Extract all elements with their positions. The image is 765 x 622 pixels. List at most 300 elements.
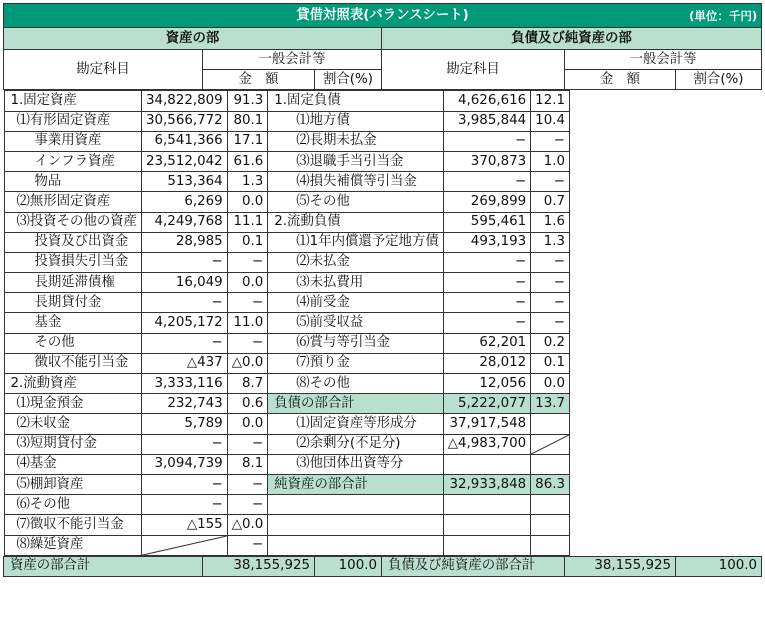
liability-label-text: ⑸その他 bbox=[296, 193, 350, 209]
asset-label bbox=[4, 434, 142, 454]
liability-amount bbox=[443, 192, 530, 212]
table-body bbox=[4, 91, 570, 555]
asset-ratio bbox=[227, 273, 268, 293]
liability-ratio bbox=[531, 333, 570, 353]
asset-amount-text: 513,364 bbox=[167, 173, 223, 189]
liability-amount bbox=[443, 495, 530, 515]
asset-label-text: ⑶投資その他の資産 bbox=[16, 214, 138, 230]
liability-amount-text: − bbox=[514, 173, 527, 189]
asset-ratio-text: − bbox=[252, 294, 264, 310]
asset-label-text: インフラ資産 bbox=[34, 153, 115, 169]
asset-amount bbox=[142, 91, 228, 111]
liability-label bbox=[268, 131, 443, 151]
liability-label bbox=[268, 232, 443, 252]
liability-ratio-text: 86.3 bbox=[535, 476, 565, 492]
liability-amount bbox=[443, 293, 530, 313]
asset-ratio-text: − bbox=[252, 436, 264, 452]
liability-amount-text: 370,873 bbox=[470, 153, 527, 169]
asset-amount bbox=[142, 353, 228, 373]
asset-amount bbox=[142, 232, 228, 252]
asset-amount-text: − bbox=[211, 476, 223, 492]
asset-amount-text: − bbox=[211, 294, 223, 310]
table-row bbox=[4, 212, 570, 232]
title-cell bbox=[4, 4, 762, 28]
asset-ratio bbox=[227, 495, 268, 515]
title-row bbox=[4, 4, 762, 28]
liability-amount bbox=[443, 474, 530, 494]
asset-ratio bbox=[227, 252, 268, 272]
liability-ratio bbox=[531, 394, 570, 414]
asset-amount bbox=[142, 252, 228, 272]
asset-ratio bbox=[227, 414, 268, 434]
liability-label-text: ⑴1年内償還予定地方債 bbox=[296, 234, 439, 250]
asset-label bbox=[4, 313, 142, 333]
liability-label bbox=[268, 91, 443, 111]
asset-label-text: ⑺徴収不能引当金 bbox=[16, 516, 124, 532]
liability-ratio-text: 1.0 bbox=[543, 153, 565, 169]
asset-amount bbox=[142, 495, 228, 515]
liability-amount-text: 5,222,077 bbox=[458, 395, 527, 411]
liability-amount-text: − bbox=[514, 294, 527, 310]
liability-ratio bbox=[531, 91, 570, 111]
asset-amount-text: − bbox=[211, 254, 223, 270]
asset-ratio-text: 61.6 bbox=[233, 153, 264, 169]
asset-ratio bbox=[227, 515, 268, 535]
balance-sheet bbox=[3, 3, 761, 577]
asset-label-text: ⑸棚卸資産 bbox=[16, 476, 84, 492]
asset-ratio bbox=[227, 232, 268, 252]
asset-ratio-text: − bbox=[252, 496, 264, 512]
liability-amount bbox=[443, 515, 530, 535]
table-row bbox=[4, 353, 570, 373]
liability-amount bbox=[443, 454, 530, 474]
liability-label-text: ⑶退職手当引当金 bbox=[296, 153, 404, 169]
asset-label-text: 長期貸付金 bbox=[34, 294, 102, 310]
liability-amount bbox=[443, 434, 530, 454]
liability-ratio-text: − bbox=[553, 254, 565, 270]
liability-amount-text: − bbox=[514, 315, 527, 331]
asset-label bbox=[4, 273, 142, 293]
asset-amount-text: 4,205,172 bbox=[154, 315, 223, 331]
asset-ratio-text: 0.0 bbox=[241, 274, 264, 290]
asset-ratio-text: 0.0 bbox=[241, 193, 264, 209]
liability-amount-text: − bbox=[514, 274, 527, 290]
asset-label-text: ⑵無形固定資産 bbox=[16, 193, 111, 209]
asset-label-text: ⑵未収金 bbox=[16, 415, 71, 431]
asset-amount-text: 232,743 bbox=[167, 395, 223, 411]
liability-label bbox=[268, 313, 443, 333]
liability-label bbox=[268, 293, 443, 313]
assets-total-ratio: 100.0 bbox=[315, 556, 382, 576]
liability-ratio bbox=[531, 293, 570, 313]
asset-label bbox=[4, 333, 142, 353]
asset-ratio-text: 0.6 bbox=[241, 395, 264, 411]
asset-label bbox=[4, 495, 142, 515]
asset-ratio-text: △0.0 bbox=[231, 355, 264, 371]
asset-amount-text: 30,566,772 bbox=[146, 113, 223, 129]
asset-ratio-text: − bbox=[252, 537, 264, 553]
table-row bbox=[4, 535, 570, 555]
liability-amount-text: 32,933,848 bbox=[449, 476, 527, 492]
liability-label bbox=[268, 495, 443, 515]
asset-ratio-text: 11.1 bbox=[233, 214, 264, 230]
asset-amount-text: 3,333,116 bbox=[154, 375, 223, 391]
asset-ratio bbox=[227, 151, 268, 171]
asset-amount-text: − bbox=[211, 436, 223, 452]
asset-ratio bbox=[227, 91, 268, 111]
asset-label bbox=[4, 91, 142, 111]
table-row bbox=[4, 192, 570, 212]
liabilities-total-ratio: 100.0 bbox=[676, 556, 762, 576]
liability-amount-text: 493,193 bbox=[470, 234, 527, 250]
liability-amount bbox=[443, 212, 530, 232]
liability-ratio-text: 10.4 bbox=[535, 113, 565, 129]
liability-label bbox=[268, 252, 443, 272]
liability-label bbox=[268, 212, 443, 232]
liability-ratio bbox=[531, 131, 570, 151]
asset-label bbox=[4, 232, 142, 252]
liability-ratio-text: 0.1 bbox=[543, 355, 565, 371]
liability-label-text: ⑺預り金 bbox=[296, 355, 350, 371]
asset-label bbox=[4, 353, 142, 373]
diagonal-line bbox=[531, 435, 569, 454]
liability-label bbox=[268, 434, 443, 454]
asset-label bbox=[4, 515, 142, 535]
liability-ratio bbox=[531, 172, 570, 192]
liability-ratio bbox=[531, 434, 570, 454]
asset-label bbox=[4, 192, 142, 212]
asset-ratio bbox=[227, 192, 268, 212]
asset-label-text: 徴収不能引当金 bbox=[34, 355, 129, 371]
liability-amount bbox=[443, 91, 530, 111]
asset-ratio-text: 0.1 bbox=[241, 234, 264, 250]
liability-amount bbox=[443, 353, 530, 373]
asset-amount-text: 5,789 bbox=[184, 415, 223, 431]
asset-amount bbox=[142, 434, 228, 454]
asset-label bbox=[4, 252, 142, 272]
column-header-row-1 bbox=[4, 50, 762, 70]
asset-label bbox=[4, 212, 142, 232]
liabilities-total-label: 負債及び純資産の部合計 bbox=[382, 556, 565, 576]
asset-label bbox=[4, 414, 142, 434]
table-row bbox=[4, 333, 570, 353]
balance-sheet-table bbox=[3, 3, 762, 577]
asset-label-text: 長期延滞債権 bbox=[34, 274, 115, 290]
asset-label-text: その他 bbox=[34, 335, 75, 351]
unit-label: (単位：千円) bbox=[689, 8, 758, 23]
liability-label bbox=[268, 374, 443, 394]
table-row bbox=[4, 111, 570, 131]
liability-amount-text: 37,917,548 bbox=[449, 415, 527, 431]
liability-ratio bbox=[531, 374, 570, 394]
liability-amount-text: 3,985,844 bbox=[458, 113, 527, 129]
table-row bbox=[4, 434, 570, 454]
asset-label bbox=[4, 293, 142, 313]
liability-label bbox=[268, 515, 443, 535]
liability-label-text: 1.固定負債 bbox=[274, 92, 341, 108]
liability-amount bbox=[443, 232, 530, 252]
asset-amount-text: − bbox=[211, 496, 223, 512]
asset-label bbox=[4, 535, 142, 555]
table-row bbox=[4, 454, 570, 474]
asset-ratio bbox=[227, 293, 268, 313]
liability-ratio-text: − bbox=[553, 294, 565, 310]
section-header-row bbox=[4, 28, 762, 50]
asset-amount-text: 23,512,042 bbox=[146, 153, 223, 169]
asset-label bbox=[4, 474, 142, 494]
liability-ratio-text: − bbox=[553, 315, 565, 331]
liability-label-text: ⑷損失補償等引当金 bbox=[296, 173, 417, 189]
asset-label-text: 基金 bbox=[34, 315, 62, 331]
asset-amount bbox=[142, 192, 228, 212]
liability-label-text: ⑶未払費用 bbox=[296, 274, 364, 290]
asset-ratio-text: 1.3 bbox=[241, 173, 264, 189]
liability-ratio bbox=[531, 454, 570, 474]
asset-ratio-text: 8.7 bbox=[241, 375, 264, 391]
liabilities-ratio-col-header: 割合(%) bbox=[676, 70, 762, 90]
liability-amount bbox=[443, 172, 530, 192]
liability-ratio bbox=[531, 515, 570, 535]
asset-ratio-text: 11.0 bbox=[233, 315, 264, 331]
asset-ratio-text: 80.1 bbox=[233, 113, 264, 129]
liability-ratio bbox=[531, 474, 570, 494]
liability-ratio-text: 1.3 bbox=[543, 234, 565, 250]
asset-label bbox=[4, 151, 142, 171]
liability-amount bbox=[443, 414, 530, 434]
liability-amount bbox=[443, 151, 530, 171]
liability-ratio bbox=[531, 252, 570, 272]
asset-ratio bbox=[227, 111, 268, 131]
liability-amount-text: 12,056 bbox=[479, 375, 527, 391]
asset-amount bbox=[142, 374, 228, 394]
table-row bbox=[4, 374, 570, 394]
liability-ratio bbox=[531, 414, 570, 434]
liability-label bbox=[268, 192, 443, 212]
liability-label-text: ⑹賞与等引当金 bbox=[296, 335, 391, 351]
asset-ratio bbox=[227, 333, 268, 353]
liability-label-text: ⑵余剰分(不足分) bbox=[296, 436, 401, 452]
assets-item-col-header: 勘定科目 bbox=[4, 50, 203, 90]
asset-ratio-text: − bbox=[252, 476, 264, 492]
liability-ratio bbox=[531, 313, 570, 333]
liability-label bbox=[268, 353, 443, 373]
asset-label-text: ⑹その他 bbox=[16, 496, 71, 512]
table-row bbox=[4, 252, 570, 272]
liability-amount-text: 28,012 bbox=[479, 355, 527, 371]
liability-amount bbox=[443, 131, 530, 151]
liability-amount-text: 62,201 bbox=[479, 335, 527, 351]
table-row bbox=[4, 131, 570, 151]
liability-amount bbox=[443, 394, 530, 414]
liability-label-text: ⑵未払金 bbox=[296, 254, 350, 270]
liability-ratio bbox=[531, 495, 570, 515]
asset-amount bbox=[142, 273, 228, 293]
asset-label-text: 投資及び出資金 bbox=[34, 234, 129, 250]
liability-ratio bbox=[531, 192, 570, 212]
asset-amount bbox=[142, 515, 228, 535]
assets-ratio-col-header: 割合(%) bbox=[315, 70, 382, 90]
table-row bbox=[4, 495, 570, 515]
asset-amount bbox=[142, 394, 228, 414]
asset-ratio-text: 0.0 bbox=[241, 415, 264, 431]
diagonal-line bbox=[142, 536, 227, 555]
liability-label-text: 2.流動負債 bbox=[274, 214, 341, 230]
asset-ratio bbox=[227, 172, 268, 192]
asset-amount-text: 34,822,809 bbox=[146, 92, 223, 108]
asset-label-text: 投資損失引当金 bbox=[34, 254, 129, 270]
liabilities-amount-col-header: 金 額 bbox=[565, 70, 676, 90]
asset-amount bbox=[142, 293, 228, 313]
liability-label-text: ⑴固定資産等形成分 bbox=[296, 415, 417, 431]
liability-label-text: ⑸前受収益 bbox=[296, 315, 364, 331]
liability-ratio-text: 12.1 bbox=[535, 92, 565, 108]
liability-ratio bbox=[531, 111, 570, 131]
liability-ratio-text: 0.2 bbox=[543, 335, 565, 351]
table-row bbox=[4, 273, 570, 293]
table-row bbox=[4, 313, 570, 333]
asset-amount-text: △437 bbox=[186, 355, 223, 371]
assets-total-label: 資産の部合計 bbox=[4, 556, 203, 576]
assets-amount-col-header: 金 額 bbox=[203, 70, 315, 90]
liability-label bbox=[268, 394, 443, 414]
asset-amount bbox=[142, 535, 228, 555]
table-row bbox=[4, 232, 570, 252]
liability-amount bbox=[443, 535, 530, 555]
asset-amount bbox=[142, 313, 228, 333]
asset-amount bbox=[142, 172, 228, 192]
asset-amount-text: 3,094,739 bbox=[154, 456, 223, 472]
asset-label bbox=[4, 131, 142, 151]
asset-amount-text: 4,249,768 bbox=[154, 214, 223, 230]
liability-label bbox=[268, 414, 443, 434]
asset-label-text: ⑶短期貸付金 bbox=[16, 436, 97, 452]
liability-amount-text: 595,461 bbox=[470, 214, 527, 230]
asset-label-text: ⑷基金 bbox=[16, 456, 57, 472]
liability-ratio bbox=[531, 232, 570, 252]
asset-label bbox=[4, 111, 142, 131]
liability-label bbox=[268, 172, 443, 192]
asset-ratio bbox=[227, 212, 268, 232]
asset-amount bbox=[142, 474, 228, 494]
liability-label bbox=[268, 333, 443, 353]
liability-label bbox=[268, 454, 443, 474]
asset-amount-text: △155 bbox=[186, 516, 223, 532]
liability-ratio bbox=[531, 535, 570, 555]
liability-ratio-text: − bbox=[553, 173, 565, 189]
asset-amount bbox=[142, 414, 228, 434]
liability-amount bbox=[443, 111, 530, 131]
liability-ratio-text: 0.0 bbox=[543, 375, 565, 391]
liability-label bbox=[268, 151, 443, 171]
asset-amount bbox=[142, 151, 228, 171]
grand-total-row bbox=[4, 556, 762, 576]
asset-amount-text: 28,985 bbox=[175, 234, 223, 250]
liability-label bbox=[268, 273, 443, 293]
liability-label bbox=[268, 535, 443, 555]
table-row bbox=[4, 414, 570, 434]
asset-label-text: 2.流動資産 bbox=[10, 375, 77, 391]
asset-amount bbox=[142, 212, 228, 232]
assets-group-col-header: 一般会計等 bbox=[203, 50, 382, 70]
asset-ratio bbox=[227, 394, 268, 414]
asset-ratio bbox=[227, 454, 268, 474]
liability-amount-text: − bbox=[514, 133, 527, 149]
asset-ratio bbox=[227, 535, 268, 555]
liability-amount-text: △4,983,700 bbox=[447, 436, 527, 452]
asset-label-text: ⑴現金預金 bbox=[16, 395, 84, 411]
asset-label bbox=[4, 454, 142, 474]
asset-ratio bbox=[227, 434, 268, 454]
liability-label-text: 純資産の部合計 bbox=[274, 476, 369, 492]
liability-label-text: 負債の部合計 bbox=[274, 395, 355, 411]
liability-label-text: ⑴地方債 bbox=[296, 113, 350, 129]
asset-ratio bbox=[227, 131, 268, 151]
liability-amount bbox=[443, 273, 530, 293]
liability-ratio-text: 1.6 bbox=[543, 214, 565, 230]
asset-amount-text: 6,269 bbox=[184, 193, 223, 209]
liabilities-group-col-header: 一般会計等 bbox=[565, 50, 762, 70]
table-row bbox=[4, 474, 570, 494]
liability-amount-text: 269,899 bbox=[470, 193, 527, 209]
liability-amount bbox=[443, 374, 530, 394]
liabilities-total-amount: 38,155,925 bbox=[565, 556, 676, 576]
liability-label-text: ⑷前受金 bbox=[296, 294, 350, 310]
liability-label bbox=[268, 474, 443, 494]
table-row bbox=[4, 172, 570, 192]
assets-header: 資産の部 bbox=[4, 28, 382, 50]
liability-ratio-text: − bbox=[553, 274, 565, 290]
liability-ratio bbox=[531, 212, 570, 232]
asset-ratio-text: 8.1 bbox=[241, 456, 264, 472]
asset-ratio bbox=[227, 474, 268, 494]
asset-label-text: ⑻繰延資産 bbox=[16, 537, 84, 553]
table-row bbox=[4, 515, 570, 535]
liability-ratio bbox=[531, 273, 570, 293]
asset-ratio-text: − bbox=[252, 254, 264, 270]
table-title: 貸借対照表(バランスシート) bbox=[296, 7, 469, 23]
asset-label-text: 事業用資産 bbox=[34, 133, 102, 149]
asset-ratio-text: − bbox=[252, 335, 264, 351]
liability-label-text: ⑻その他 bbox=[296, 375, 350, 391]
liability-ratio-text: 0.7 bbox=[543, 193, 565, 209]
asset-ratio bbox=[227, 374, 268, 394]
asset-amount-text: 6,541,366 bbox=[154, 133, 223, 149]
table-row bbox=[4, 293, 570, 313]
liability-amount bbox=[443, 313, 530, 333]
liabilities-item-col-header: 勘定科目 bbox=[382, 50, 565, 90]
liabilities-header: 負債及び純資産の部 bbox=[382, 28, 762, 50]
asset-label-text: ⑴有形固定資産 bbox=[16, 113, 111, 129]
liability-label-text: ⑶他団体出資等分 bbox=[296, 456, 404, 472]
assets-total-amount: 38,155,925 bbox=[203, 556, 315, 576]
asset-amount bbox=[142, 131, 228, 151]
table-row bbox=[4, 151, 570, 171]
liability-label-text: ⑵長期未払金 bbox=[296, 133, 377, 149]
asset-ratio bbox=[227, 313, 268, 333]
liability-amount bbox=[443, 333, 530, 353]
asset-label bbox=[4, 172, 142, 192]
liability-ratio-text: − bbox=[553, 133, 565, 149]
asset-ratio bbox=[227, 353, 268, 373]
asset-label bbox=[4, 394, 142, 414]
asset-ratio-text: △0.0 bbox=[231, 516, 264, 532]
liability-ratio bbox=[531, 151, 570, 171]
asset-label-text: 物品 bbox=[34, 173, 62, 189]
asset-label bbox=[4, 374, 142, 394]
asset-label-text: 1.固定資産 bbox=[10, 92, 77, 108]
liability-amount bbox=[443, 252, 530, 272]
liability-amount-text: 4,626,616 bbox=[458, 92, 527, 108]
